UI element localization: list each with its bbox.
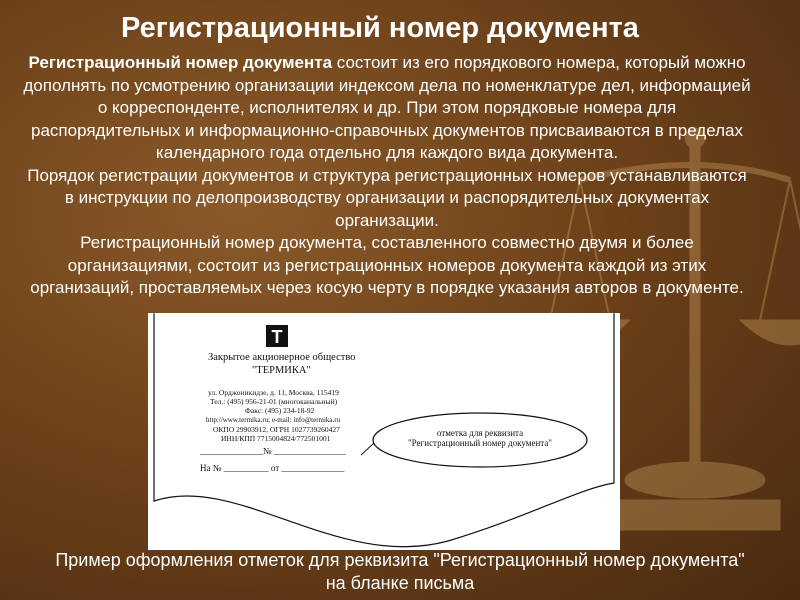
paragraph-2: Порядок регистрации документов и структура регистрационных номеров устанавливаются в инструкции по делопроизводству организации и распорядительных документах организации. bbox=[27, 165, 747, 230]
svg-text:T: T bbox=[271, 327, 283, 347]
callout-line-1: отметка для реквизита bbox=[436, 428, 524, 438]
caption-line-1: Пример оформления отметок для реквизита "Регистрационный номер документа" bbox=[55, 550, 745, 570]
org-type: Закрытое акционерное общество bbox=[208, 352, 356, 363]
paragraph-3: Регистрационный номер документа, составленного совместно двумя и более организациями, состоит из регистрационных номеров документа каждой из этих организаций, проставляемых через косую черту в порядке указания авторов в документе. bbox=[30, 233, 744, 297]
callout-line-2: "Регистрационный номер документа" bbox=[408, 438, 552, 448]
letter-form-example bbox=[148, 313, 620, 550]
page-title: Регистрационный номер документа bbox=[121, 12, 639, 44]
callout-label bbox=[374, 428, 586, 448]
org-inn: ИНН/КПП 7715004824/772501001 bbox=[221, 434, 331, 443]
caption-line-2: на бланке письма bbox=[325, 573, 475, 593]
paragraph-1 bbox=[22, 52, 752, 165]
org-name: "ТЕРМИКА" bbox=[252, 365, 311, 376]
org-phone: Тел.: (495) 956-21-01 (многоканальный) bbox=[210, 397, 338, 406]
org-okpo: ОКПО 29903912, ОГРН 1027739260427 bbox=[213, 425, 340, 434]
org-address: ул. Орджоникидзе, д. 11, Москва, 115419 bbox=[208, 388, 339, 397]
org-fax: Факс: (495) 234-18-92 bbox=[245, 406, 315, 415]
registration-number-line: ______________№ ________________ bbox=[200, 446, 346, 456]
paragraph-1-text: состоит из его порядкового номера, который можно дополнять по усмотрению организации индексом дела по номенклатуре дел, информацией о корреспонденте, исполнителях и др. При этом порядковые номера для распорядительных и информационно-справочных документов присваиваются в пределах календарного года отдельно для каждого вида документа. bbox=[23, 53, 751, 162]
org-web: http://www.termika.ru; e-mail: info@termika.ru bbox=[206, 416, 341, 424]
reference-number-line: На № __________ от ______________ bbox=[200, 463, 345, 473]
paragraph-1-lead: Регистрационный номер документа bbox=[28, 53, 333, 72]
figure-caption bbox=[0, 549, 800, 595]
body-text bbox=[22, 52, 752, 300]
